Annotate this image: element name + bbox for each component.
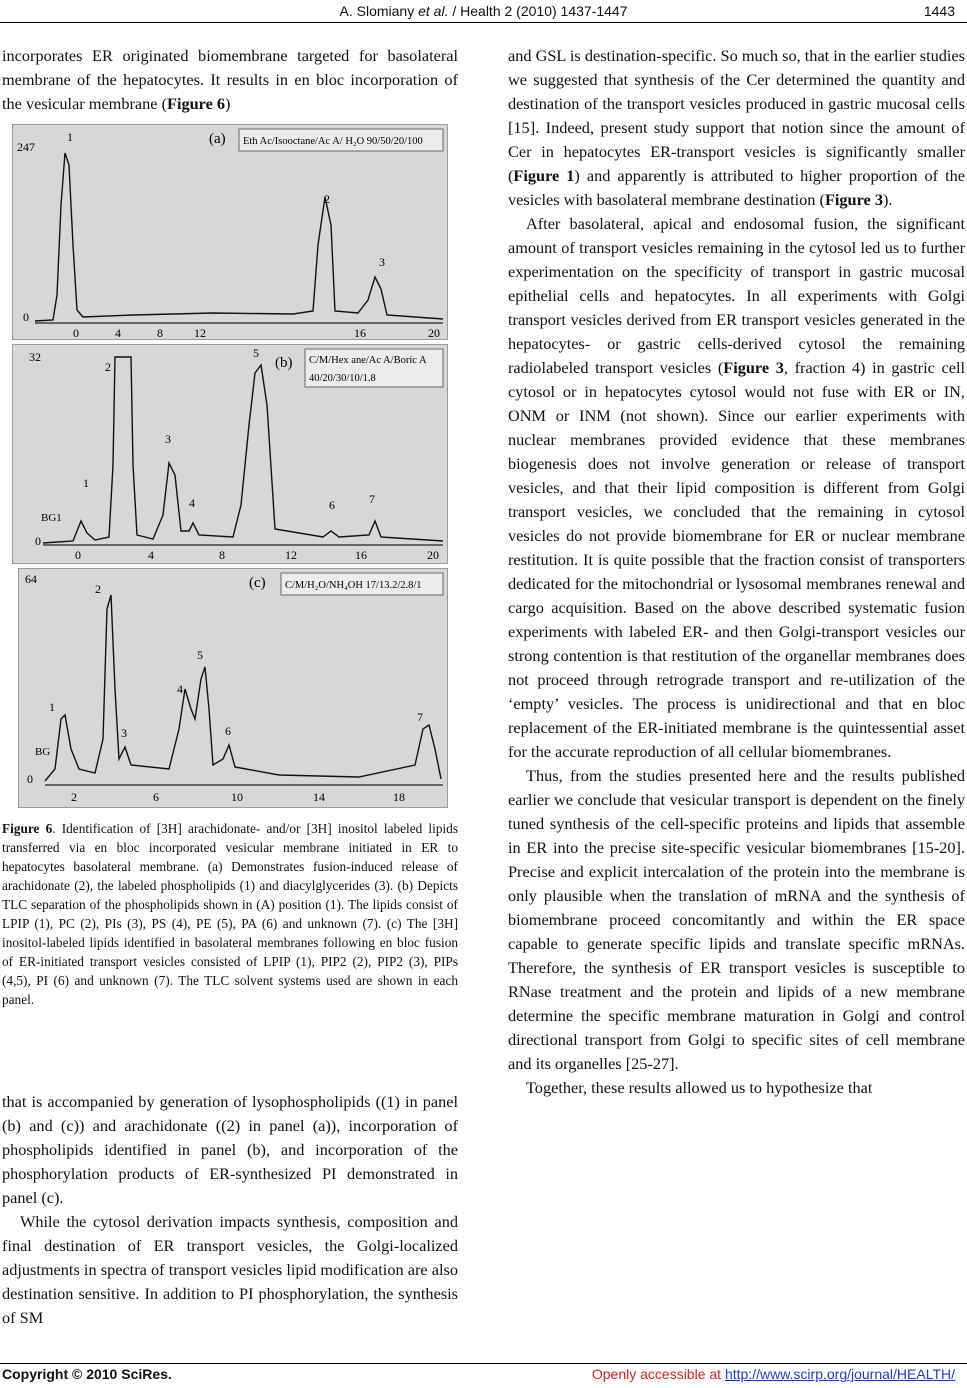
svg-text:4: 4	[115, 326, 121, 339]
right-paragraph-1: and GSL is destination-specific. So much so, that in the earlier studies we suggested that synthesis of the Cer determined the quantity and destination of the transport vesicles produced in gastric mucosal cells [15]. Indeed, present study support that notion since the amount of Cer in hepatocytes ER-transport vesicles is significantly smaller (Figure 1) and apparently is attributed to higher proportion of the vesicles with basolateral membrane destination (Figure 3).	[508, 46, 965, 209]
footer-rule	[0, 1363, 967, 1364]
panel-c-peak-2: 2	[95, 582, 101, 596]
left-paragraph-1: incorporates ER originated biomembrane targeted for basolateral membrane of the hepatocytes. It results in en bloc incorporation of the vesicular membrane (Figure 6)	[2, 46, 458, 113]
panel-c-bg-label: BG	[35, 746, 51, 758]
panel-a-peak-2: 2	[324, 192, 330, 206]
left-column-bottom	[2, 1090, 458, 1330]
panel-c-peak-6: 6	[225, 724, 231, 738]
figure-panel-a	[12, 124, 448, 340]
panel-c-peak-3: 3	[121, 726, 127, 740]
running-head-authors: A. Slomiany	[339, 3, 419, 19]
figure-panel-b	[12, 344, 448, 564]
left-paragraph-3: While the cytosol derivation impacts synthesis, composition and final destination of ER transport vesicles, the Golgi-localized adjustments in spectra of transport vesicles lipid modification are also destination sensitive. In addition to PI phosphorylation, the synthesis of SM	[2, 1212, 458, 1327]
svg-text:14: 14	[313, 790, 325, 804]
page-footer	[0, 1363, 967, 1388]
running-head-journal: / Health 2 (2010) 1437-1447	[448, 3, 628, 19]
figure-6-reference[interactable]: Figure 6	[167, 94, 226, 113]
panel-a-ymax: 247	[17, 140, 35, 154]
panel-a-trace	[35, 153, 443, 321]
caption-label: Figure 6	[2, 821, 53, 836]
panel-b-peak-1: 1	[83, 476, 89, 490]
panel-b-peak-6: 6	[329, 498, 335, 512]
panel-c-ymin: 0	[27, 772, 33, 786]
running-head	[0, 3, 967, 19]
panel-a-ymin: 0	[23, 310, 29, 324]
svg-text:0: 0	[73, 326, 79, 339]
svg-text:18: 18	[393, 790, 405, 804]
svg-text:8: 8	[219, 548, 225, 562]
panel-b-bg-label: BG1	[41, 512, 62, 524]
panel-a-peak-1: 1	[67, 130, 73, 144]
figure-panel-c	[18, 568, 448, 808]
figure-6-caption	[2, 819, 458, 1009]
panel-b-peak-5: 5	[253, 346, 259, 360]
page-header	[0, 0, 967, 26]
panel-b-solvent-line2: 40/20/30/10/1.8	[309, 373, 376, 384]
svg-text:10: 10	[231, 790, 243, 804]
panel-b-label: (b)	[275, 355, 293, 371]
svg-text:4: 4	[148, 548, 154, 562]
copyright: Copyright © 2010 SciRes.	[2, 1366, 172, 1382]
figure-1-reference[interactable]: Figure 1	[513, 166, 575, 185]
svg-text:20: 20	[427, 548, 439, 562]
svg-text:0: 0	[75, 548, 81, 562]
figure-6	[12, 124, 448, 806]
panel-a-label: (a)	[209, 131, 226, 147]
header-rule	[0, 22, 967, 23]
panel-c-peak-7: 7	[417, 710, 423, 724]
right-column	[508, 44, 965, 1100]
panel-c-label: (c)	[249, 575, 266, 591]
figure-3-reference-2[interactable]: Figure 3	[723, 358, 784, 377]
right-paragraph-4: Together, these results allowed us to hypothesize that	[526, 1078, 873, 1097]
panel-c-trace	[45, 595, 441, 781]
svg-text:16: 16	[355, 548, 367, 562]
panel-b-peak-3: 3	[165, 432, 171, 446]
svg-text:2: 2	[71, 790, 77, 804]
panel-c-solvent: C/M/H₂O/NH₄OH 17/13.2/2.8/1	[285, 580, 422, 591]
panel-a-xticks	[73, 326, 440, 339]
svg-text:12: 12	[285, 548, 297, 562]
left-paragraph-2: that is accompanied by generation of lysophospholipids ((1) in panel (b) and (c)) and arachidonate ((2) in panel (a)), incorporation of phospholipids identified in panel (b), and incorporation of the phosphorylation products of ER-synthesized PI demonstrated in panel (c).	[2, 1092, 458, 1207]
page-number: 1443	[923, 3, 955, 19]
right-paragraph-3: Thus, from the studies presented here and the results published earlier we conclude that vesicular transport is dependent on the finely tuned synthesis of the cell-specific proteins and lipids that assemble in ER into the precise site-specific vesicular biomembranes [15-20]. Precise and explicit intercalation of the protein into the membrane is only plausible when the translation of mRNA and the synthesis of biomembrane proceed concomitantly and within the ER space capable to generate specific lipids and translate specific mRNAs. Therefore, the synthesis of ER transport vesicles is susceptible to RNase treatment and the protein and lipids of a new membrane determine the specific membrane maturation in Golgi and control directional transport from Golgi to specific sites of cell membrane and its organelles [25-27].	[508, 766, 965, 1073]
svg-text:6: 6	[153, 790, 159, 804]
svg-text:8: 8	[157, 326, 163, 339]
journal-url-link[interactable]: http://www.scirp.org/journal/HEALTH/	[724, 1366, 955, 1382]
svg-text:20: 20	[428, 326, 440, 339]
panel-b-peak-4: 4	[189, 496, 195, 510]
caption-text: . Identification of [3H] arachidonate- and/or [3H] inositol labeled lipids transferred via en bloc incorporated vesicular membrane initiated in ER to hepatocytes basolateral membrane. (a) Demonstrates fusion-induced release of arachidonate (2), the labeled phospholipids (1) and diacylglycerides (3). (b) Depicts TLC separation of the phospholipids shown in (A) position (1). The lipids consist of LPIP (1), PC (2), PIs (3), PS (4), PE (5), PA (6) and unknown (7). (c) The [3H] inositol-labeled lipids identified in basolateral membranes following en bloc fusion of ER-initiated transport vesicles consisted of LPIP (1), PIP2 (2), PIP2 (3), PIPs (4,5), PI (6) and unknown (7). The TLC solvent systems used are shown in each panel.	[2, 821, 458, 1007]
running-head-etal: et al.	[418, 3, 449, 19]
panel-b-xticks	[75, 548, 439, 562]
panel-c-xticks	[71, 790, 405, 804]
panel-c-ymax: 64	[25, 572, 37, 586]
panel-b-peak-2: 2	[105, 360, 111, 374]
panel-b-ymax: 32	[29, 350, 41, 364]
open-access-label: Openly accessible at	[591, 1366, 725, 1382]
panel-c-peak-4: 4	[177, 682, 183, 696]
figure-3-reference[interactable]: Figure 3	[824, 190, 883, 209]
panel-c-peak-5: 5	[197, 648, 203, 662]
svg-text:16: 16	[354, 326, 366, 339]
left-column-top	[2, 44, 458, 116]
panel-c-peak-1: 1	[49, 700, 55, 714]
panel-b-ymin: 0	[35, 534, 41, 548]
right-paragraph-2: After basolateral, apical and endosomal fusion, the significant amount of transport vesicles remaining in the cytosol led us to further experimentation on the specificity of transport in gastric mucosal epithelial cells and hepatocytes. In all experiments with Golgi transport vesicles derived from ER transport vesicles generated in the hepatocytes- or gastric cells-derived cytosol the remaining radiolabeled transport vesicles (Figure 3, fraction 4) in gastric cell cytosol or in hepatocytes cytosol would not fuse with ER or IN, ONM or INM (not shown). Since our earlier experiments with nuclear membranes provided evidence that these membranes biogenesis does not involve generation or release of transport vesicles, and that their lipid composition is different from Golgi transport vesicles, we concluded that the remaining in cytosol vesicles do not provide biomembrane for ER or nuclear membrane restitution. It is quite possible that the fraction consist of transporters dedicated for the mitochondrial or lysosomal membranes renewal and cargo acquisition. Based on the above described systematic fusion experiments with labeled ER- and then Golgi-transport vesicles our strong contention is that restitution of the organellar membranes does not proceed through retrograde transport and re-utilization of the ‘empty’ vesicles. The process is unidirectional and that en bloc replacement of the ER-initiated membrane is the quintessential asset for the accurate reproduction of all cellular biomembranes.	[508, 214, 965, 761]
panel-b-solvent-line1: C/M/Hex ane/Ac A/Boric A	[309, 355, 427, 366]
panel-b-peak-7: 7	[369, 492, 375, 506]
open-access-note	[592, 1366, 955, 1382]
panel-a-peak-3: 3	[379, 255, 385, 269]
panel-a-solvent: Eth Ac/Isooctane/Ac A/ H₂O 90/50/20/100	[243, 136, 423, 147]
svg-text:12: 12	[194, 326, 206, 339]
